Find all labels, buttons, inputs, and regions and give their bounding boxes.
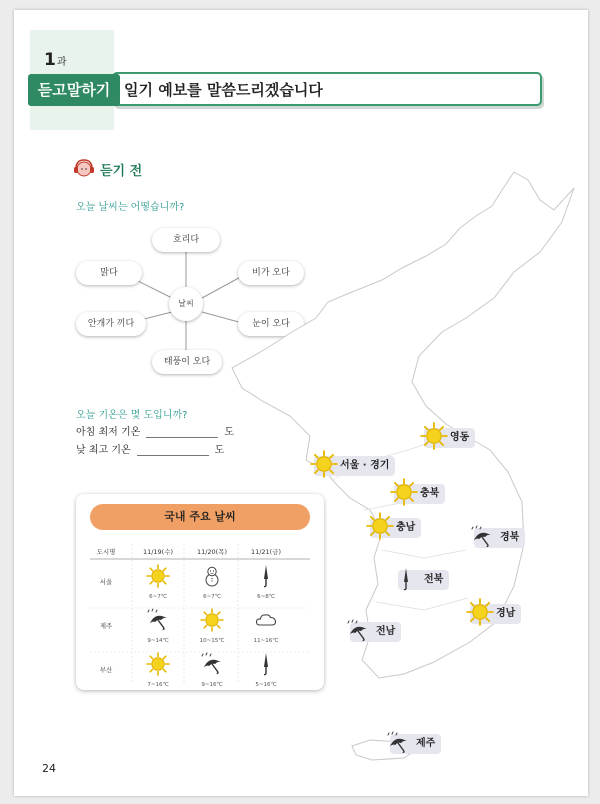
table-temp-cell: 9~14℃ (147, 638, 169, 644)
table-header-cell: 11/21(금) (250, 548, 282, 556)
map-region-name: 경북 (500, 532, 520, 543)
table-header-cell: 11/19(수) (142, 548, 174, 556)
page-number: 24 (42, 762, 56, 775)
map-region-label (398, 570, 449, 590)
sun-icon (420, 422, 448, 450)
map-region-name: 서울 · 경기 (340, 460, 390, 471)
textbook-page (14, 10, 588, 796)
temp-row-morning-low: 아침 최저 기온 도 (76, 427, 234, 438)
section-tag: 듣고말하기 (28, 74, 120, 106)
rain-umbrella-icon (346, 619, 370, 643)
map-region-label (424, 428, 475, 448)
mindmap-item-clear: 맑다 (76, 261, 142, 285)
table-temp-cell: 5~16℃ (255, 682, 277, 688)
map-region-name: 영동 (450, 432, 470, 443)
mindmap-item-rain: 비가 오다 (238, 261, 304, 285)
table-header-cell: 도시명 (96, 548, 116, 556)
closed-umbrella-icon (394, 567, 418, 591)
pre-listening-label: 듣기 전 (100, 164, 143, 179)
mindmap-item-cloudy: 흐리다 (152, 228, 220, 252)
map-region-label (370, 518, 421, 538)
table-temp-cell: 7~16℃ (147, 682, 169, 688)
table-temp-cell: 9~16℃ (201, 682, 223, 688)
table-city-cell: 부산 (99, 666, 113, 674)
table-city-cell: 서울 (99, 578, 113, 586)
lesson-title: 일기 예보를 말씀드리겠습니다 (124, 81, 323, 99)
temperature-question: 오늘 기온은 몇 도입니까? (76, 410, 188, 421)
mindmap-item-typhoon: 태풍이 오다 (152, 350, 222, 374)
table-temp-cell: 6~8℃ (257, 594, 275, 600)
sun-icon (466, 598, 494, 626)
map-region-name: 전남 (376, 626, 396, 637)
map-region-name: 충남 (396, 522, 416, 533)
map-region-name: 충북 (420, 488, 440, 499)
map-landmass (232, 172, 574, 760)
temp-row-day-high: 낮 최고 기온 도 (76, 445, 225, 456)
table-city-cell: 제주 (99, 622, 113, 630)
sun-icon (310, 450, 338, 478)
mindmap-item-fog: 안개가 끼다 (76, 312, 146, 336)
map-region-name: 경남 (496, 608, 516, 619)
map-region-name: 제주 (416, 738, 436, 749)
rain-umbrella-icon (386, 731, 410, 755)
map-region-label (470, 604, 521, 624)
mindmap-item-snow: 눈이 오다 (238, 312, 304, 336)
map-region-label (314, 456, 395, 476)
table-temp-cell: 11~16℃ (253, 638, 279, 644)
table-header-cell: 11/20(목) (196, 548, 228, 556)
table-temp-cell: 6~7℃ (203, 594, 221, 600)
lesson-number: 1과 (44, 50, 67, 70)
sun-icon (390, 478, 418, 506)
map-region-label (390, 734, 441, 754)
map-region-label (474, 528, 525, 548)
mindmap-center: 날씨 (169, 287, 203, 321)
map-region-label (394, 484, 445, 504)
map-region-label (350, 622, 401, 642)
rain-umbrella-icon (470, 525, 494, 549)
weather-question: 오늘 날씨는 어떻습니까? (76, 202, 185, 213)
table-temp-cell: 10~15℃ (199, 638, 225, 644)
korea-map (14, 10, 588, 796)
sun-icon (366, 512, 394, 540)
forecast-card-title: 국내 주요 날씨 (90, 504, 310, 530)
map-region-name: 전북 (424, 574, 444, 585)
table-temp-cell: 6~7℃ (149, 594, 167, 600)
